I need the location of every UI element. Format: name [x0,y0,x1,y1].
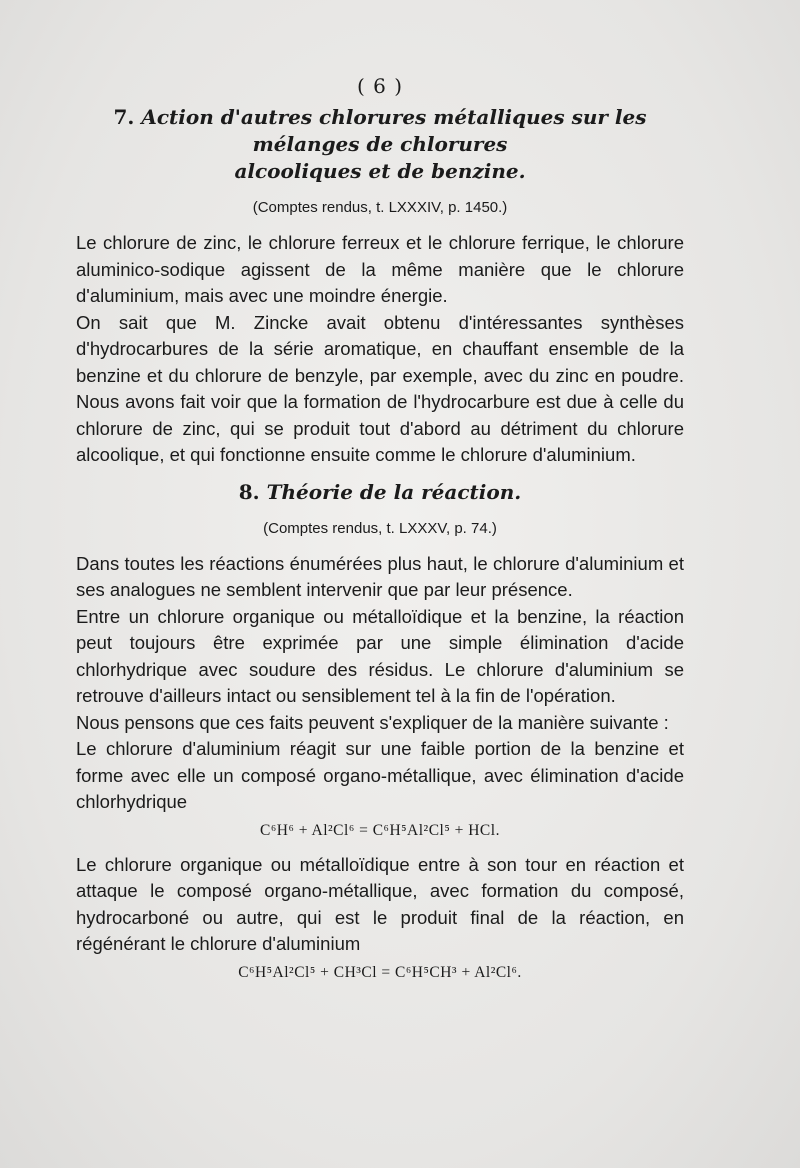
section-8-number: 8. [238,479,260,504]
section-7-reference: (Comptes rendus, t. LXXXIV, p. 1450.) [252,199,508,216]
chemical-equation-1: C⁶H⁶ + Al²Cl⁶ = C⁶H⁵Al²Cl⁵ + HCl. [260,821,500,839]
section-8-paragraph: Entre un chlorure organique ou métalloïdique et la benzine, la réaction peut toujours être exprimée par une simple élimination d'acide chlorhydrique avec soudure des résidus. Le chlorure d'aluminium se retrouve d'ailleurs intact ou sensiblement tel à la fin de l'opération. [76,605,684,706]
section-7-paragraph: Le chlorure de zinc, le chlorure ferreux et le chlorure ferrique, le chlorure aluminico-sodique agissent de la même manière que le chlorure d'aluminium, mais avec une moindre énergie. [76,232,684,306]
chemical-equation-2: C⁶H⁵Al²Cl⁵ + CH³Cl = C⁶H⁵CH³ + Al²Cl⁶. [238,963,522,981]
text-column [76,74,684,994]
section-8-paragraph: Le chlorure d'aluminium réagit sur une faible portion de la benzine et forme avec elle un composé organo-métallique, avec élimination d'acide chlorhydrique [76,738,684,812]
section-8-title-text: Théorie de la réaction. [266,479,522,504]
section-7-title-line1: Action d'autres chlorures métalliques sur les mélanges de chlorures [141,105,647,156]
section-8-paragraph: Nous pensons que ces faits peuvent s'expliquer de la manière suivante : [76,711,669,733]
section-7-number: 7. [113,105,135,129]
section-8-paragraph: Le chlorure organique ou métalloïdique entre à son tour en réaction et attaque le composé organo-métallique, avec formation du composé, hydrocarboné ou autre, qui est le produit final de la réaction, en régénérant le chlorure d'aluminium [76,853,684,954]
section-7-title [76,104,684,185]
page-number: ( 6 ) [356,74,404,98]
section-8-title [76,479,684,506]
section-7-paragraph: On sait que M. Zincke avait obtenu d'intéressantes synthèses d'hydrocarbures de la série aromatique, en chauffant ensemble de la benzine et du chlorure de benzyle, par exemple, avec du zinc en poudre. Nous avons fait voir que la formation de l'hydrocarbure est due à celle du chlorure de zinc, qui se produit tout d'abord au détriment du chlorure alcoolique, et qui fonctionne ensuite comme le chlorure d'aluminium. [76,311,684,465]
section-8-paragraph: Dans toutes les réactions énumérées plus haut, le chlorure d'aluminium et ses analogues ne semblent intervenir que par leur présence. [76,552,684,600]
section-8-reference: (Comptes rendus, t. LXXXV, p. 74.) [263,519,497,537]
section-7-title-line2: alcooliques et de benzine. [234,159,526,183]
